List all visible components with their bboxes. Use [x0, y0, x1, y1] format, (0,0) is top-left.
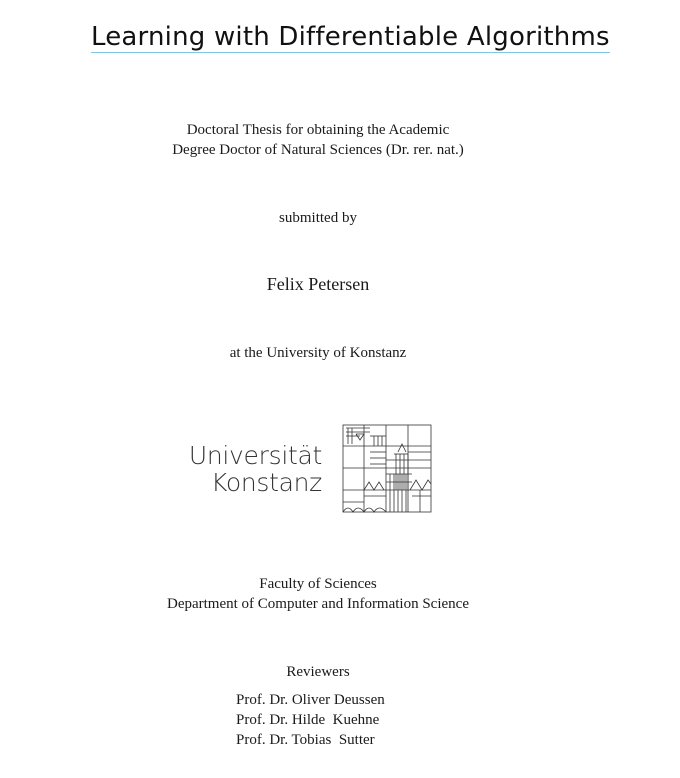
university-logo-icon [342, 424, 432, 514]
purpose-line-1: Doctoral Thesis for obtaining the Academic [186, 122, 450, 138]
thesis-title: Learning with Differentiable Algorithms [91, 22, 610, 52]
faculty: Faculty of Sciences [259, 576, 377, 592]
author-name: Felix Petersen [266, 274, 370, 294]
logo-line-1: Universität [188, 441, 322, 470]
submitted-by: submitted by [279, 210, 357, 226]
purpose-line-2: Degree Doctor of Natural Sciences (Dr. rer. nat.) [172, 142, 464, 158]
university-logo-text [189, 442, 322, 496]
reviewer-item: Prof. Dr. Tobias Sutter [236, 732, 375, 748]
reviewer-item: Prof. Dr. Hilde Kuehne [236, 712, 380, 728]
institution-line: at the University of Konstanz [229, 345, 407, 361]
department: Department of Computer and Information Science [167, 596, 469, 612]
reviewer-item: Prof. Dr. Oliver Deussen [236, 692, 385, 708]
reviewers-list [236, 690, 385, 750]
reviewers-heading: Reviewers [286, 664, 350, 680]
logo-line-2: Konstanz [210, 468, 322, 497]
